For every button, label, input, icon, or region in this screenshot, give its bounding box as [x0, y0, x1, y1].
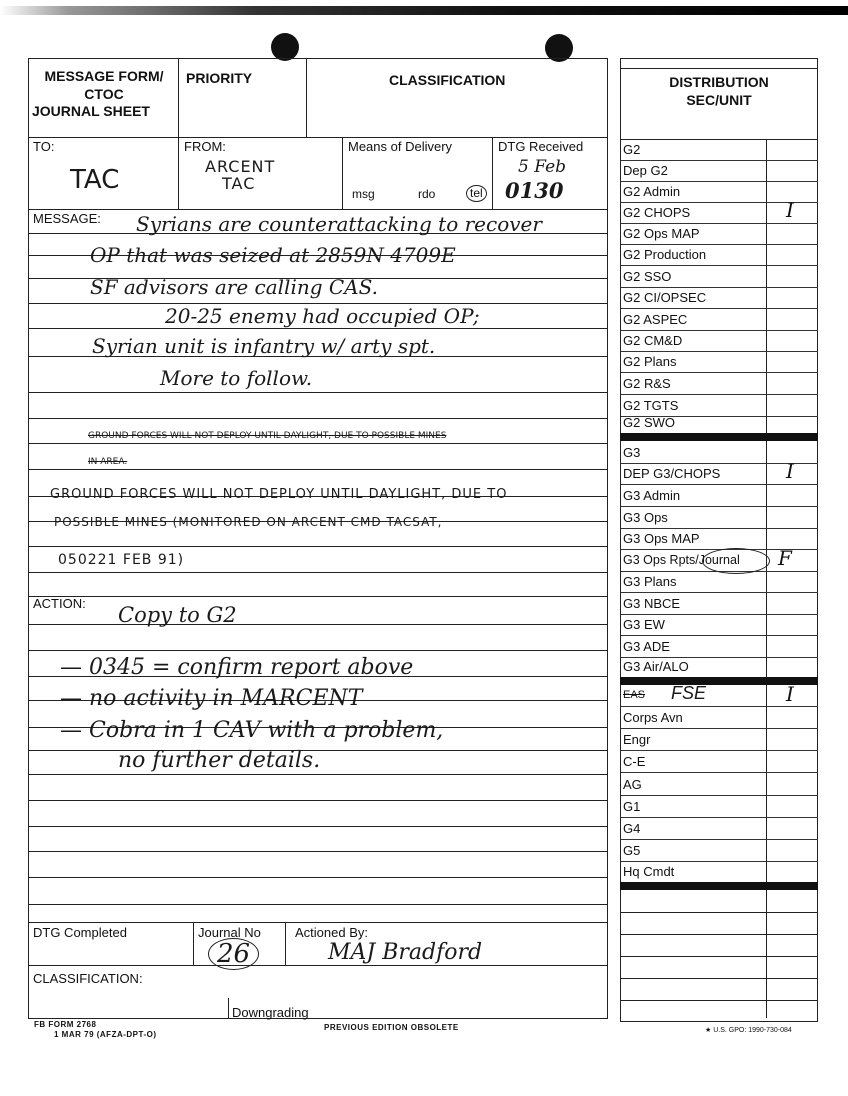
dist-row: G3 Air/ALO: [623, 659, 689, 674]
dist-row: G2 CHOPS: [621, 202, 818, 224]
dist-row: G2 Production: [621, 244, 818, 266]
dist-row: G3 Admin: [621, 485, 818, 507]
dist-row: G3 Ops Rpts/Journal: [621, 550, 818, 572]
message-line-3: SF advisors are calling CAS.: [90, 275, 378, 299]
dist-row: G3 Plans: [621, 571, 818, 593]
action-label: ACTION:: [33, 596, 86, 611]
journal-circle: [702, 548, 770, 574]
message-line-5: Syrian unit is infantry w/ arty spt.: [92, 334, 436, 358]
dist-row: G2 ASPEC: [621, 309, 818, 331]
dist-row: G2 Plans: [621, 351, 818, 373]
dist-row: G2 Ops MAP: [621, 223, 818, 245]
dist-row: Hq Cmdt: [623, 864, 675, 879]
dist-row: Corps Avn: [621, 707, 818, 729]
dtg-received-time: 0130: [505, 178, 564, 203]
to-label: TO:: [33, 139, 55, 154]
dist-separator-1: [620, 433, 818, 441]
classification-bottom-label: CLASSIFICATION:: [33, 971, 143, 986]
form-title-line-1: MESSAGE FORM/: [44, 68, 164, 84]
distribution-label-line-2: SEC/UNIT: [686, 91, 752, 108]
dist-row: DEP G3/CHOPS: [621, 463, 818, 485]
action-line-1: — 0345 = confirm report above: [60, 655, 414, 680]
journal-no-value: 26: [208, 938, 259, 970]
punch-hole-left: [271, 33, 299, 61]
scan-top-edge: [0, 6, 848, 15]
message-label: MESSAGE:: [33, 211, 101, 226]
ground-line-3: 050221 FEB 91): [58, 552, 185, 568]
actioned-by-label: Actioned By:: [295, 925, 368, 940]
dist-row: G2 TGTS: [621, 395, 818, 417]
dist-row: G3 EW: [621, 614, 818, 636]
dist-row: G1: [621, 796, 818, 818]
message-line-4: 20-25 enemy had occupied OP;: [165, 304, 480, 328]
footer-form-date: 1 MAR 79 (AFZA-DPT-O): [54, 1030, 157, 1039]
dist-separator-3: [620, 882, 818, 890]
delivery-option-rdo: rdo: [418, 187, 436, 201]
footer-gpo: ★ U.S. GPO: 1990-730-084: [705, 1027, 792, 1034]
action-line-4: no further details.: [118, 748, 321, 773]
delivery-label: Means of Delivery: [348, 139, 453, 154]
dist-row: G3: [621, 442, 818, 464]
delivery-option-tel: tel: [466, 185, 487, 202]
actioned-by-value: MAJ Bradford: [328, 940, 483, 965]
footer-previous-edition: PREVIOUS EDITION OBSOLETE: [324, 1023, 459, 1032]
dist-row: EAS FSE: [621, 685, 818, 707]
journal-no-label: Journal No: [198, 925, 261, 940]
dist-row: Dep G2: [621, 160, 818, 182]
ground-line-2: POSSIBLE MINES (MONITORED ON ARCENT CMD TACSAT,: [54, 515, 443, 529]
dtg-received-date: 5 Feb: [518, 157, 567, 177]
action-value: Copy to G2: [118, 603, 237, 627]
distribution-label: [620, 74, 818, 109]
mark-dep-g3: I: [786, 459, 794, 483]
message-line-1: Syrians are counterattacking to recover: [136, 212, 542, 236]
dist-row: G2 Admin: [621, 181, 818, 203]
dtg-received-label: DTG Received: [498, 139, 584, 154]
footer-form-id: FB FORM 2768: [34, 1020, 97, 1029]
dist-row: G3 Ops MAP: [621, 528, 818, 550]
ground-line-1: GROUND FORCES WILL NOT DEPLOY UNTIL DAYLIGHT, DUE TO: [50, 487, 508, 502]
dist-row: G3 NBCE: [621, 593, 818, 615]
dist-row: G2 SWO: [623, 415, 676, 430]
from-value-line-2: TAC: [222, 174, 256, 193]
dist-fse-handwritten: FSE: [671, 683, 707, 703]
message-line-6: More to follow.: [160, 366, 313, 390]
dist-row: G2 SSO: [621, 266, 818, 288]
dist-row: G2 R&S: [621, 373, 818, 395]
dtg-completed-label: DTG Completed: [33, 925, 127, 940]
mark-g3-journal: F: [778, 546, 792, 570]
form-title-line-3: JOURNAL SHEET: [32, 103, 150, 119]
classification-label: CLASSIFICATION: [389, 72, 506, 88]
struck-line-2: IN AREA.: [88, 457, 128, 467]
form-title-line-2: CTOC: [84, 85, 124, 102]
dist-row: G4: [621, 818, 818, 840]
dist-row: G2 CI/OPSEC: [621, 287, 818, 309]
delivery-option-msg: msg: [352, 187, 375, 201]
dist-row: G3 ADE: [621, 636, 818, 658]
mark-g2-chops: I: [786, 198, 794, 222]
action-line-2: — no activity in MARCENT: [60, 686, 363, 711]
action-line-3: — Cobra in 1 CAV with a problem,: [60, 718, 444, 743]
mark-fse: I: [786, 682, 794, 706]
message-line-2: OP that was seized at 2859N 4709E: [90, 243, 456, 267]
dist-row: G5: [621, 840, 818, 862]
priority-label: PRIORITY: [186, 70, 253, 86]
dist-row: G3 Ops: [621, 507, 818, 529]
dist-row: AG: [621, 774, 818, 796]
from-value-line-1: ARCENT: [205, 157, 276, 176]
distribution-label-line-1: DISTRIBUTION: [669, 74, 769, 90]
dist-row: Engr: [621, 729, 818, 751]
dist-row: C-E: [621, 751, 818, 773]
form-title: [34, 68, 174, 121]
downgrading-label: Downgrading: [232, 1005, 309, 1020]
struck-line-1: GROUND FORCES WILL NOT DEPLOY UNTIL DAYLIGHT, DUE TO POSSIBLE MINES: [88, 431, 447, 441]
dist-row: G2 CM&D: [621, 330, 818, 352]
from-label: FROM:: [184, 139, 226, 154]
dist-row: G2: [621, 139, 818, 161]
to-value: TAC: [70, 165, 120, 195]
